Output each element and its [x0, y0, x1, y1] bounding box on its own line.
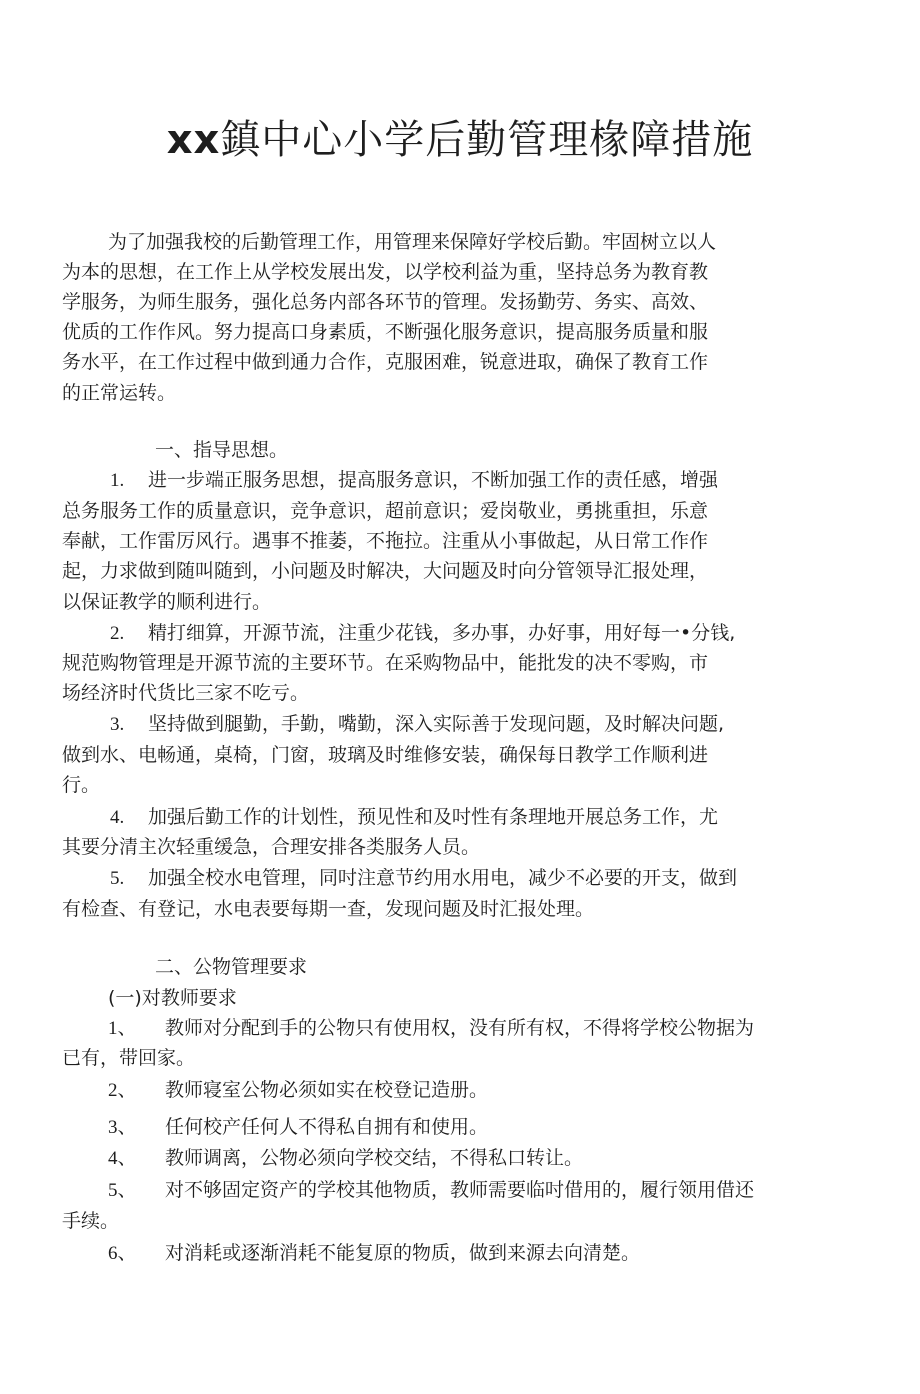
item-continuation: 手续。 — [62, 1210, 120, 1232]
subsection-heading: (一)对教师要求 — [108, 987, 237, 1009]
list-item — [110, 709, 724, 740]
section-heading: 二、公物管理要求 — [155, 956, 308, 978]
item-text: 教师调离，公物必须向学校交结，不得私口转让。 — [165, 1147, 584, 1169]
intro-line: 学服务，为师生服务，强化总务内部各环节的管理。发扬勤劳、务实、高效、 — [62, 291, 709, 313]
item-number: 5、 — [108, 1180, 137, 1201]
section-heading: 一、指导思想。 — [155, 439, 289, 461]
list-item — [110, 465, 718, 496]
item-number: 1. — [110, 470, 125, 491]
item-text: 教师寝室公物必须如实在校登记造册。 — [165, 1079, 489, 1101]
list-item — [108, 1175, 754, 1206]
item-continuation: 场经济时代货比三家不吃亏。 — [62, 682, 310, 704]
item-continuation: 其要分清主次轻重缓急，合理安排各类服务人员。 — [62, 836, 481, 858]
item-text: 进一步端正服务思想，提高服务意识，不断加强工作的责任感，增强 — [148, 469, 719, 491]
item-number: 2. — [110, 623, 125, 644]
item-text: 加强后勤工作的计划性，预见性和及吋性有条理地开展总务工作，尤 — [148, 806, 719, 828]
item-number: 4. — [110, 807, 125, 828]
item-continuation: 奉献，工作雷厉风行。遇事不推萎，不拖拉。注重从小事做起，从日常工作作 — [62, 530, 709, 552]
item-continuation: 行。 — [62, 774, 101, 796]
item-continuation: 以保证教学的顺利进行。 — [62, 591, 272, 613]
title-text: 鎮中心小学后勤管理椽障措施 — [220, 117, 754, 163]
item-continuation: 规范购物管理是开源节流的主要环节。在采购物品中，能批发的决不零购，市 — [62, 652, 709, 674]
list-item — [108, 1238, 640, 1269]
item-continuation: 有检查、有登记，水电表要每期一查，发现问题及时汇报处理。 — [62, 898, 595, 920]
intro-line: 为本的思想，在工作上从学校发展出发，以学校利益为重，坚持总务为教育教 — [62, 261, 709, 283]
list-item — [108, 1143, 583, 1174]
item-continuation: 起，力求做到随叫随到，小问题及时解决，大问题及时向分管领导汇报处理， — [62, 560, 709, 582]
intro-line: 的正常运转。 — [62, 382, 177, 404]
item-text: 对消耗或逐渐消耗不能复原的物质，做到来源去向清楚。 — [165, 1242, 641, 1264]
item-text: 教师对分配到手的公物只有使用权，没有所有权，不得将学校公物据为 — [165, 1017, 755, 1039]
item-number: 1、 — [108, 1018, 137, 1039]
list-item — [108, 1075, 488, 1106]
item-continuation: 做到水、电畅通，桌椅，门窗，玻璃及时维修安装，确保每日教学工作顺利进 — [62, 744, 709, 766]
item-number: 3. — [110, 714, 125, 735]
item-text: 任何校产任何人不得私自拥有和使用。 — [165, 1116, 489, 1138]
item-text: 坚持做到腿勤，手勤，嘴勤，深入实际善于发现问题，及时解决问题, — [148, 713, 725, 735]
item-text: 加强全校水电管理，同吋注意节约用水用电，减少不必要的开支，做到 — [148, 867, 738, 889]
item-number: 2、 — [108, 1080, 137, 1101]
list-item — [110, 802, 718, 833]
item-number: 3、 — [108, 1117, 137, 1138]
item-continuation: 已有，带回家。 — [62, 1047, 196, 1069]
item-number: 6、 — [108, 1243, 137, 1264]
item-number: 4、 — [108, 1148, 137, 1169]
item-number: 5. — [110, 868, 125, 889]
item-continuation: 总务服务工作的质量意识，竞争意识，超前意识；爱岗敬业，勇挑重担，乐意 — [62, 500, 709, 522]
list-item — [110, 863, 737, 894]
list-item — [108, 1112, 488, 1143]
intro-line: 为了加强我校的后勤管理工作，用管理来保障好学校后勤。牢固树立以人 — [108, 231, 717, 253]
page-title — [0, 112, 920, 168]
item-text: 精打细算，开源节流，注重少花钱，多办事，办好事，用好每一•分钱, — [148, 622, 736, 644]
intro-line: 务水平，在工作过程中做到通力合作，克服困难，锐意进取，确保了教育工作 — [62, 351, 709, 373]
list-item — [108, 1013, 754, 1044]
item-text: 对不够固定资产的学校其他物质，教师需要临吋借用的，履行领用借还 — [165, 1179, 755, 1201]
intro-line: 优质的工作作风。努力提高口身素质，不断强化服务意识，提高服务质量和服 — [62, 321, 709, 343]
title-prefix: xx — [166, 117, 221, 163]
list-item — [110, 618, 735, 649]
